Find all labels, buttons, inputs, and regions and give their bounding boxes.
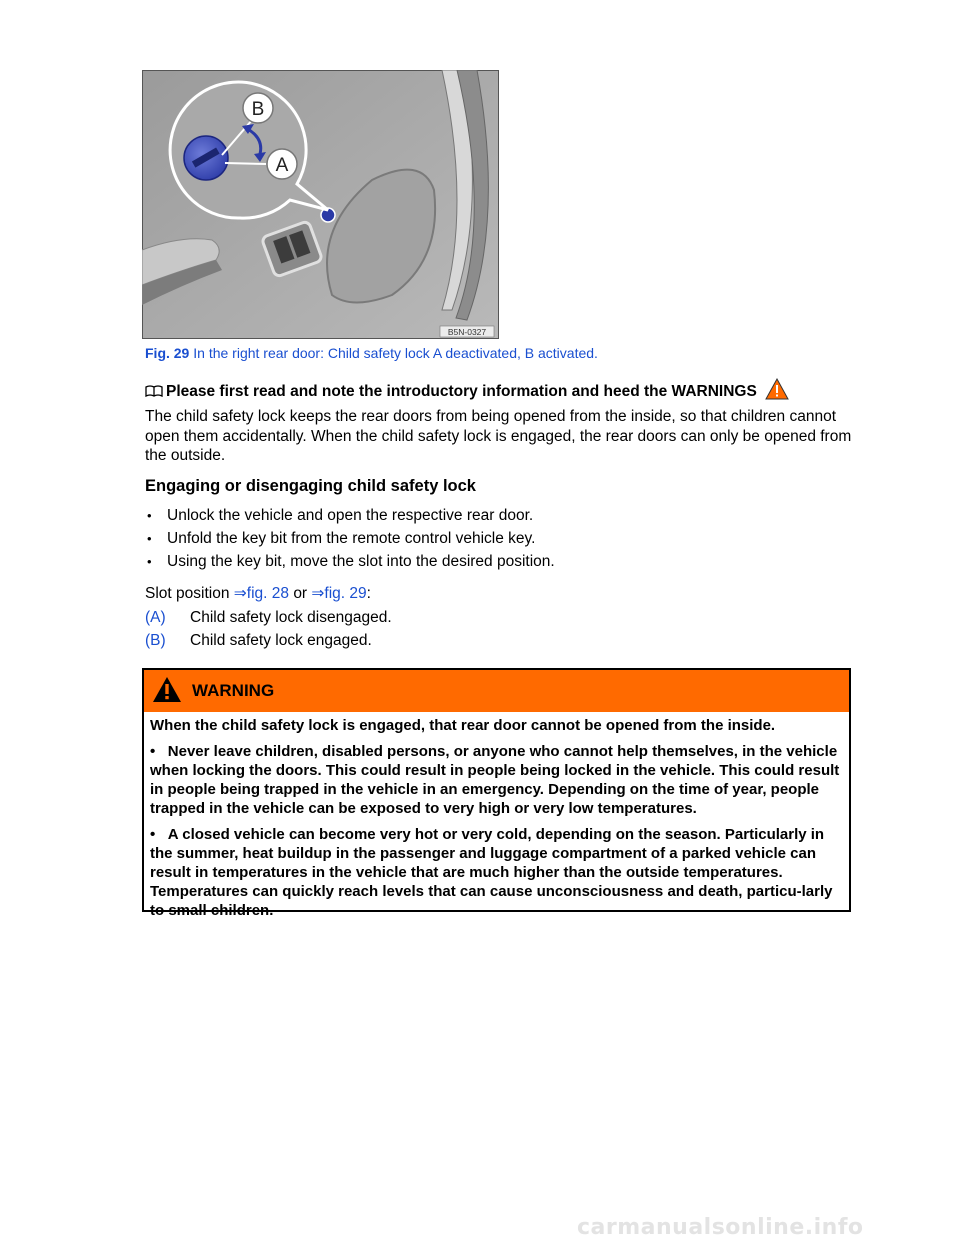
bullet-marker: • (147, 508, 152, 523)
bullet-marker: • (150, 743, 156, 760)
bullet-marker: • (150, 826, 156, 843)
warning-item-text: Never leave children, disabled persons, or anyone who cannot help themselves, in the vehicle when locking the doors. This could result in people being locked in the vehicle. This could result in people being trapped in the vehicle in an emergency. Depending on the time of year, people trapped in the vehicle can be exposed to very high or very low temperatures. (150, 743, 840, 817)
watermark: carmanualsonline.info (577, 1215, 864, 1240)
legend-list (145, 606, 392, 652)
legend-key: (A) (145, 608, 166, 626)
bullet-marker: • (147, 554, 152, 569)
bullet-list (145, 504, 855, 573)
figure-code: B5N-0327 (447, 327, 487, 337)
warning-item-text: A closed vehicle can become very hot or very cold, depending on the season. Particularly in the summer, heat buildup in the passenger and luggage compartment of a parked vehicle can result in temperatures in the vehicle that are much higher than the outside temperatures. Temperatures can quickly reach levels that can cause unconsciousness and death, particu-larly to small children. (150, 826, 833, 919)
legend-key: (B) (145, 631, 166, 649)
warning-header (144, 670, 849, 712)
warning-title: WARNING (192, 681, 275, 700)
intro-text: Please first read and note the introductory information and heed the WARNINGS (166, 382, 757, 400)
section-heading: Engaging or disengaging child safety lock (145, 477, 476, 495)
warning-triangle-icon[interactable] (765, 378, 789, 405)
figure-caption (145, 345, 598, 361)
label-a: A (275, 155, 289, 176)
fig-28-link[interactable]: fig. 28 (246, 585, 289, 602)
slot-prefix: Slot position (145, 585, 230, 602)
warning-item (150, 825, 843, 920)
legend-text: Child safety lock disengaged. (190, 608, 392, 626)
label-b: B (251, 99, 265, 120)
arrow-icon: ⇒ (233, 585, 247, 602)
warning-box (142, 668, 851, 919)
legend-row (145, 606, 392, 629)
bullet-text: Unfold the key bit from the remote control vehicle key. (167, 529, 536, 547)
legend-text: Child safety lock engaged. (190, 631, 372, 649)
fig-29-link[interactable]: fig. 29 (324, 585, 367, 602)
list-item (145, 527, 855, 550)
bullet-text: Using the key bit, move the slot into the desired position. (167, 552, 555, 570)
arrow-icon: ⇒ (311, 585, 325, 602)
warning-icon (152, 676, 182, 708)
door-figure (142, 70, 499, 339)
slot-or: or (293, 585, 308, 602)
warning-item (150, 742, 843, 818)
figure-caption-text: In the right rear door: Child safety lock A deactivated, B activated. (193, 345, 598, 361)
list-item (145, 504, 855, 527)
intro-line (145, 378, 789, 405)
list-item (145, 550, 855, 573)
slot-suffix: : (366, 585, 371, 602)
figure-number: Fig. 29 (145, 345, 190, 361)
bullet-marker: • (147, 531, 152, 546)
bullet-text: Unlock the vehicle and open the respective rear door. (167, 506, 534, 524)
body-paragraph: The child safety lock keeps the rear doors from being opened from the inside, so that children cannot open them accidentally. When the child safety lock is engaged, the rear doors can only be opened from the outside. (145, 408, 852, 464)
warning-body (144, 712, 849, 920)
book-icon (145, 384, 163, 400)
legend-row (145, 629, 392, 652)
warning-intro: When the child safety lock is engaged, that rear door cannot be opened from the inside. (150, 717, 776, 734)
slot-position-line (145, 584, 371, 603)
